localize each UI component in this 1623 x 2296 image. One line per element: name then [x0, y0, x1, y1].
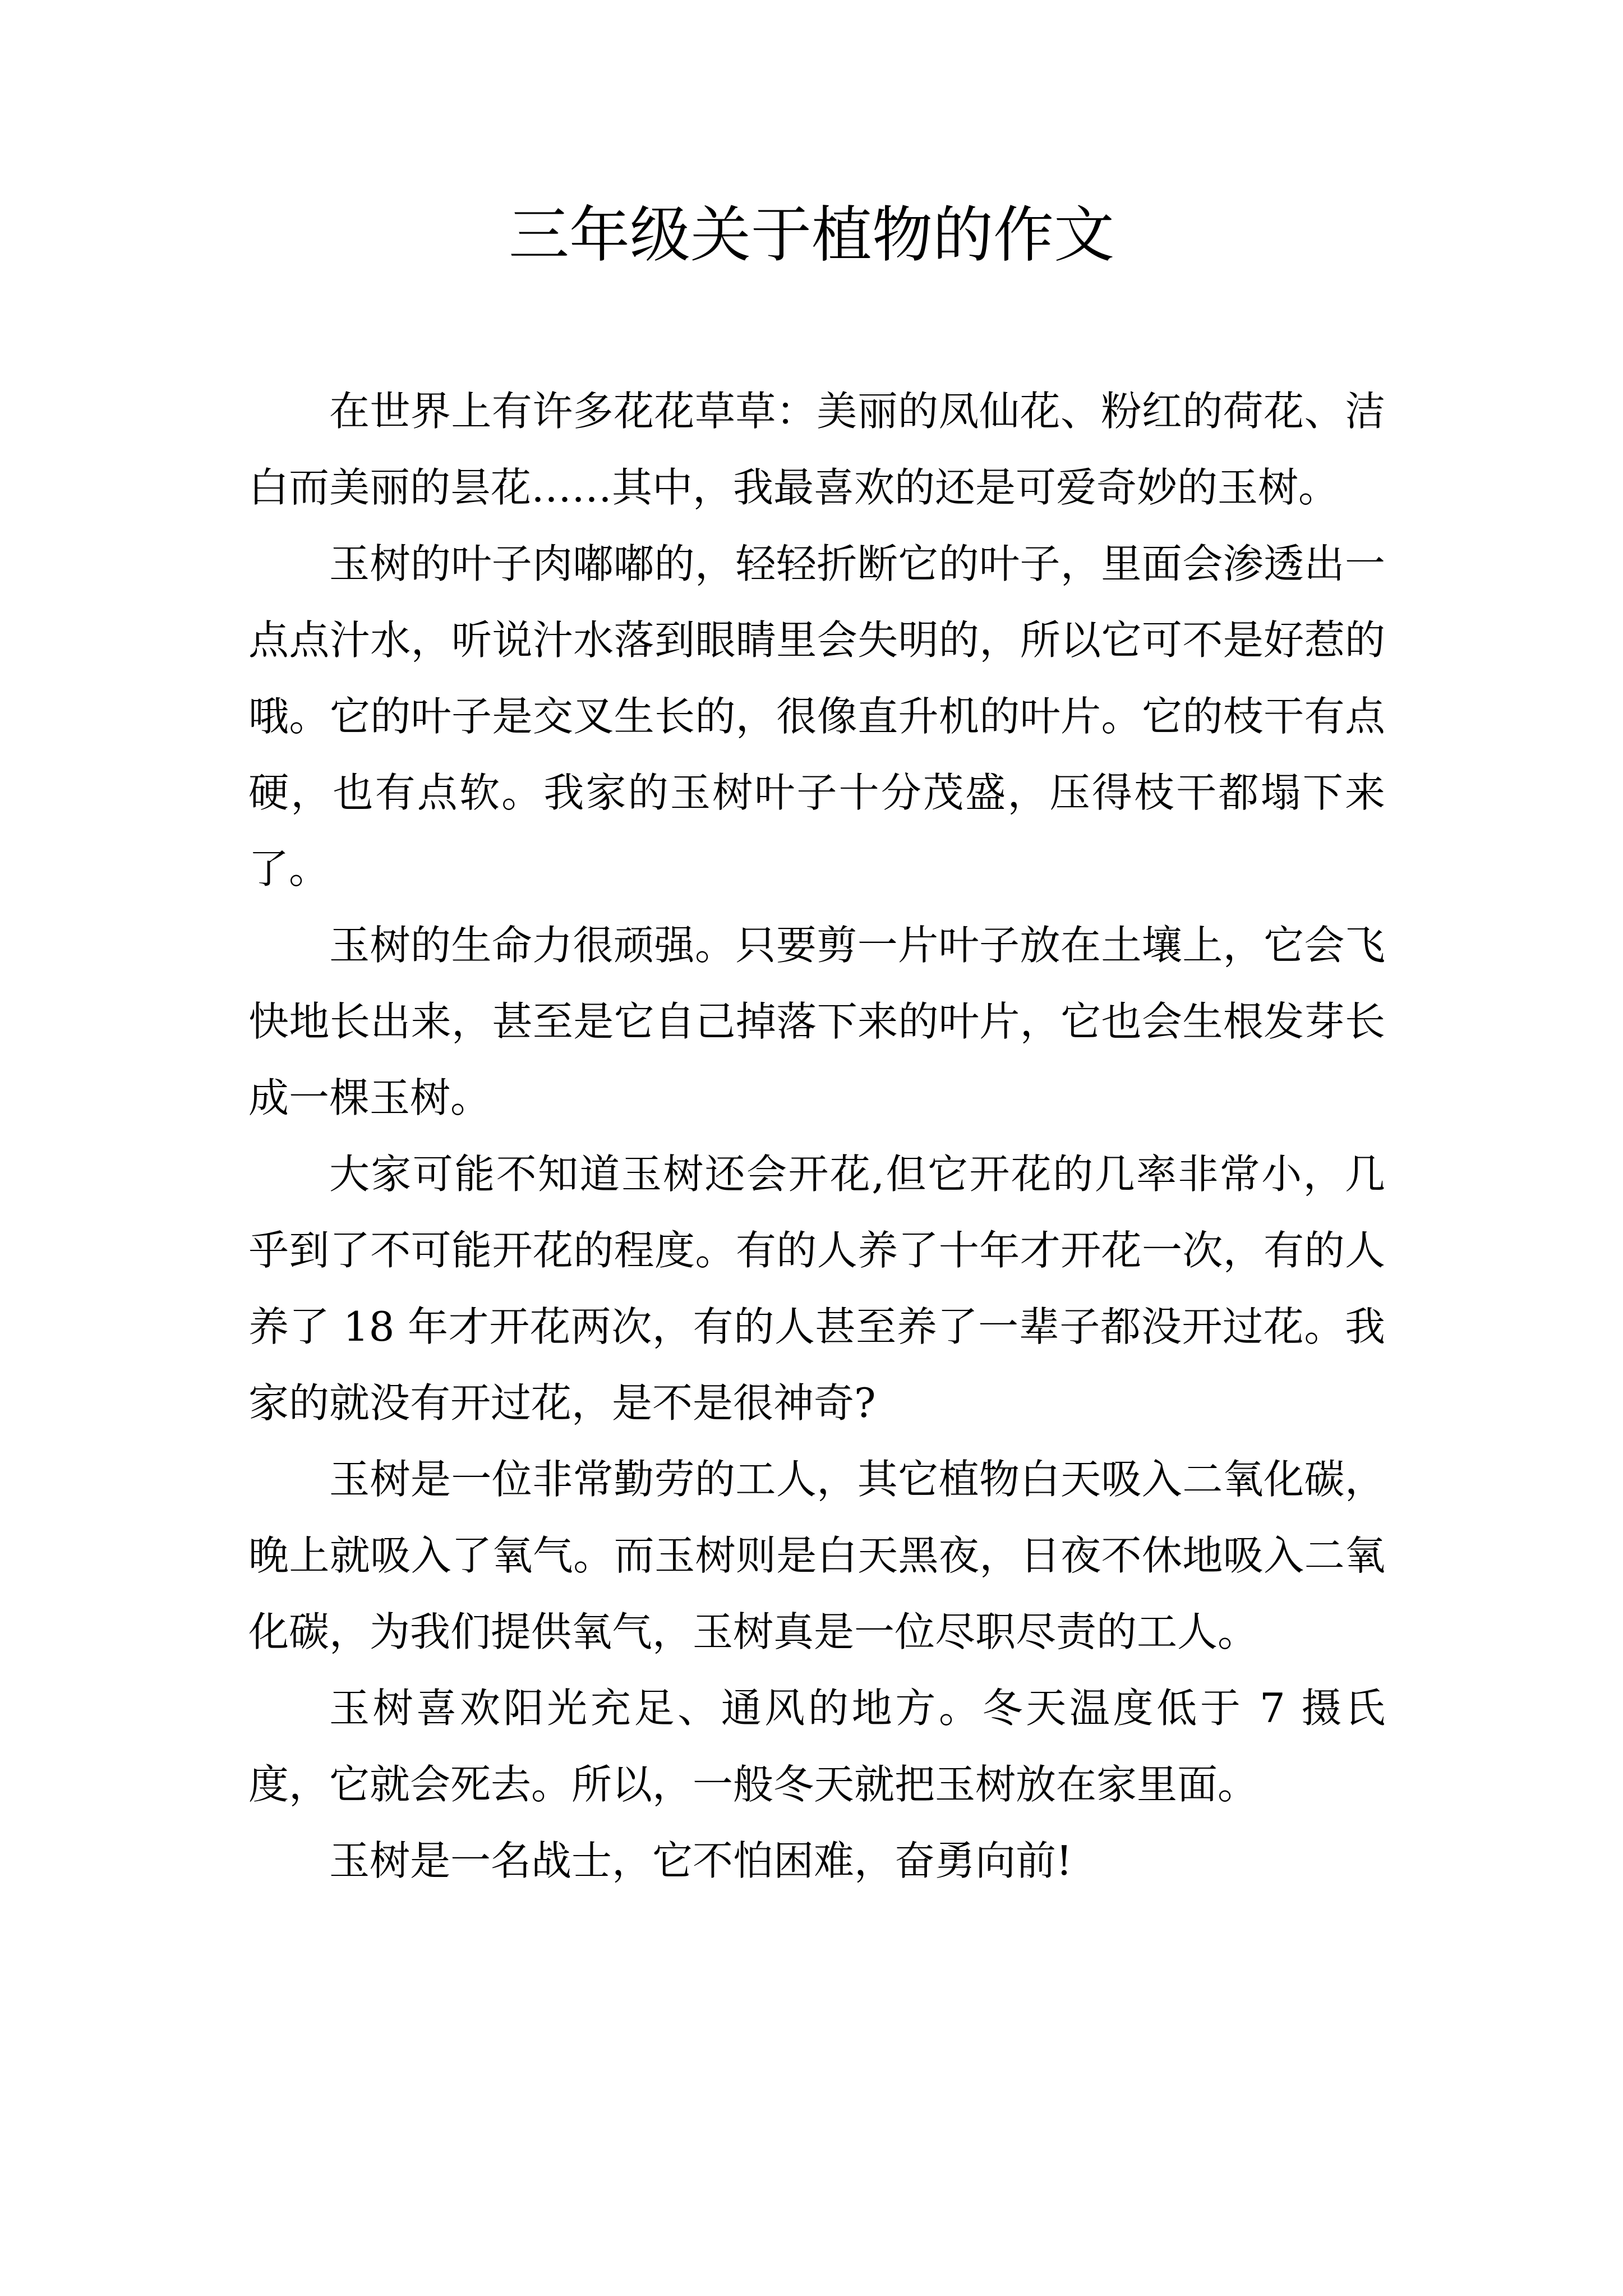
paragraph-1: 在世界上有许多花花草草：美丽的凤仙花、粉红的荷花、洁白而美丽的昙花……其中，我最喜欢的还是可爱奇妙的玉树。 — [248, 388, 1385, 511]
document-body — [248, 373, 1385, 1899]
document-title: 三年级关于植物的作文 — [508, 200, 1114, 270]
paragraph-5: 玉树是一位非常勤劳的工人，其它植物白天吸入二氧化碳，晚上就吸入了氧气。而玉树则是白天黑夜，日夜不休地吸入二氧化碳，为我们提供氧气，玉树真是一位尽职尽责的工人。 — [248, 1456, 1385, 1655]
paragraph-7: 玉树是一名战士，它不怕困难，奋勇向前! — [329, 1837, 1072, 1884]
paragraph-2: 玉树的叶子肉嘟嘟的，轻轻折断它的叶子，里面会渗透出一点点汁水，听说汁水落到眼睛里会失明的，所以它可不是好惹的哦。它的叶子是交叉生长的，很像直升机的叶片。它的枝干有点硬，也有点软。我家的玉树叶子十分茂盛，压得枝干都塌下来了。 — [248, 540, 1385, 892]
paragraph-4: 大家可能不知道玉树还会开花,但它开花的几率非常小，几乎到了不可能开花的程度。有的人养了十年才开花一次，有的人养了 18 年才开花两次，有的人甚至养了一辈子都没开过花。我家的就没有开过花，是不是很神奇? — [248, 1151, 1385, 1427]
paragraph-3: 玉树的生命力很顽强。只要剪一片叶子放在土壤上，它会飞快地长出来，甚至是它自己掉落下来的叶片，它也会生根发芽长成一棵玉树。 — [248, 922, 1385, 1121]
paragraph-6: 玉树喜欢阳光充足、通风的地方。冬天温度低于 7 摄氏度，它就会死去。所以，一般冬天就把玉树放在家里面。 — [248, 1685, 1385, 1808]
